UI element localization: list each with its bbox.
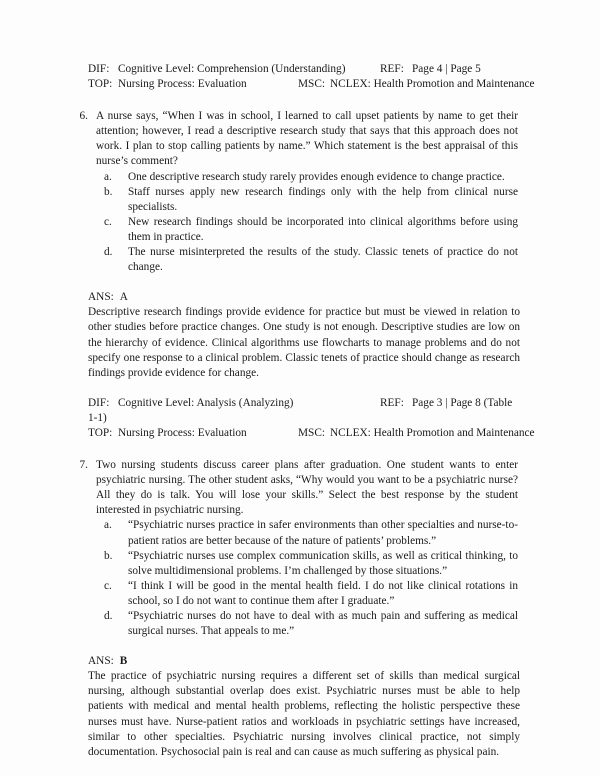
msc-value: NCLEX: Health Promotion and Maintenance <box>330 78 535 91</box>
spacer <box>70 381 518 396</box>
option-c[interactable] <box>96 215 518 245</box>
top-label: TOP: <box>88 78 113 91</box>
dif-label: DIF: <box>88 396 110 409</box>
option-text: “Psychiatric nurses practice in safer environments than other specialties and nurse-to-patient ratios are better because of the nature of patients’ problems.” <box>128 519 518 547</box>
question-options <box>96 170 518 276</box>
msc-label: MSC: <box>298 426 326 439</box>
answer-rationale: The practice of psychiatric nursing requires a different set of skills than medical surgical nursing, although substantial overlap does exist. Psychiatric nurses must be able to help patients with medical and mental health problems, reflecting the holistic perspective these nurses must have. Nurse-patient ratios and workloads in psychiatric settings have increased, similar to other specialties. Psychiatric nursing involves clinical practice, not simply documentation. Psychosocial pain is real and can cause as much suffering as physical pain. <box>88 670 520 758</box>
metadata-row-dif <box>88 396 518 411</box>
option-text: “I think I will be good in the mental health field. I do not like clinical rotations in school, so I do not want to continue them after I graduate.” <box>128 579 518 607</box>
question-number: 6. <box>79 110 88 123</box>
option-b[interactable] <box>96 185 518 215</box>
metadata-row-dif <box>88 62 518 77</box>
option-text: “Psychiatric nurses do not have to deal with as much pain and suffering as medical surgical nurses. That appeals to me.” <box>128 610 518 638</box>
metadata-block-q6 <box>88 396 535 441</box>
option-text: “Psychiatric nurses use complex communication skills, as well as critical thinking, to solve multidimensional problems. I’m challenged by those situations.” <box>128 549 518 577</box>
top-value: Nursing Process: Evaluation <box>118 78 247 91</box>
answer-block-7 <box>88 654 520 760</box>
question-item-6 <box>70 109 518 275</box>
option-letter: d. <box>104 246 113 259</box>
ref-label: REF: <box>380 396 404 409</box>
msc-value: NCLEX: Health Promotion and Maintenance <box>330 426 535 439</box>
option-a[interactable] <box>96 518 518 548</box>
answer-heading <box>88 290 520 305</box>
spacer <box>70 441 518 458</box>
metadata-block-top <box>88 62 535 92</box>
dif-label: DIF: <box>88 63 110 75</box>
answer-value: A <box>119 291 128 304</box>
spacer <box>70 92 518 109</box>
top-label: TOP: <box>88 426 113 439</box>
dif-value: Cognitive Level: Comprehension (Understanding) <box>118 63 346 75</box>
option-letter: c. <box>104 579 112 592</box>
top-value: Nursing Process: Evaluation <box>118 426 247 439</box>
answer-rationale: Descriptive research findings provide evidence for practice but must be viewed in relation to other studies before practice changes. One study is not enough. Descriptive studies are low on the hierarchy of evidence. Clinical algorithms use flowcharts to manage problems and do not specify one response to a clinical problem. Classic tenets of practice should change as research findings provide evidence for change. <box>88 306 520 379</box>
question-number: 7. <box>79 459 88 472</box>
ref-value: Page 4 | Page 5 <box>412 63 481 75</box>
option-letter: c. <box>104 215 112 228</box>
option-text: The nurse misinterpreted the results of the study. Classic tenets of practice do not change. <box>128 246 518 274</box>
option-text: Staff nurses apply new research findings only with the help from clinical nurse specialists. <box>128 185 518 213</box>
option-text: One descriptive research study rarely provides enough evidence to change practice. <box>128 170 505 183</box>
answer-heading <box>88 654 520 669</box>
option-c[interactable] <box>96 579 518 609</box>
answer-label: ANS: <box>88 655 114 668</box>
option-d[interactable] <box>96 609 518 639</box>
ref-label: REF: <box>380 63 404 75</box>
answer-value: B <box>119 655 128 668</box>
question-stem: Two nursing students discuss career plans after graduation. One student wants to enter psychiatric nursing. The other student asks, “Why would you want to be a psychiatric nurse? All they do is talk. You will lose your skills.” Select the best response by the student interested in psychiatric nursing. <box>96 459 518 517</box>
page-content <box>70 62 535 760</box>
answer-block-6 <box>88 290 520 381</box>
option-letter: a. <box>104 519 112 532</box>
metadata-row-top <box>88 426 535 441</box>
question-options <box>96 518 518 639</box>
option-letter: b. <box>104 549 113 562</box>
option-a[interactable] <box>96 170 518 185</box>
option-letter: b. <box>104 185 113 198</box>
ref-value: Page 3 | Page 8 (Table <box>412 396 513 409</box>
question-stem: A nurse says, “When I was in school, I learned to call upset patients by name to get their attention; however, I read a descriptive research study that says that this approach does not work. I plan to stop calling patients by name.” Which statement is the best appraisal of this nurse’s comment? <box>96 110 518 168</box>
option-letter: a. <box>104 170 112 183</box>
question-item-7 <box>70 458 518 639</box>
answer-label: ANS: <box>88 291 114 304</box>
option-b[interactable] <box>96 549 518 579</box>
option-d[interactable] <box>96 245 518 275</box>
ref-value-continuation: 1-1) <box>88 411 107 424</box>
dif-value: Cognitive Level: Analysis (Analyzing) <box>118 396 294 409</box>
option-letter: d. <box>104 610 113 622</box>
msc-label: MSC: <box>298 78 326 91</box>
metadata-row-top <box>88 77 535 92</box>
option-text: New research findings should be incorporated into clinical algorithms before using them in practice. <box>128 215 518 243</box>
